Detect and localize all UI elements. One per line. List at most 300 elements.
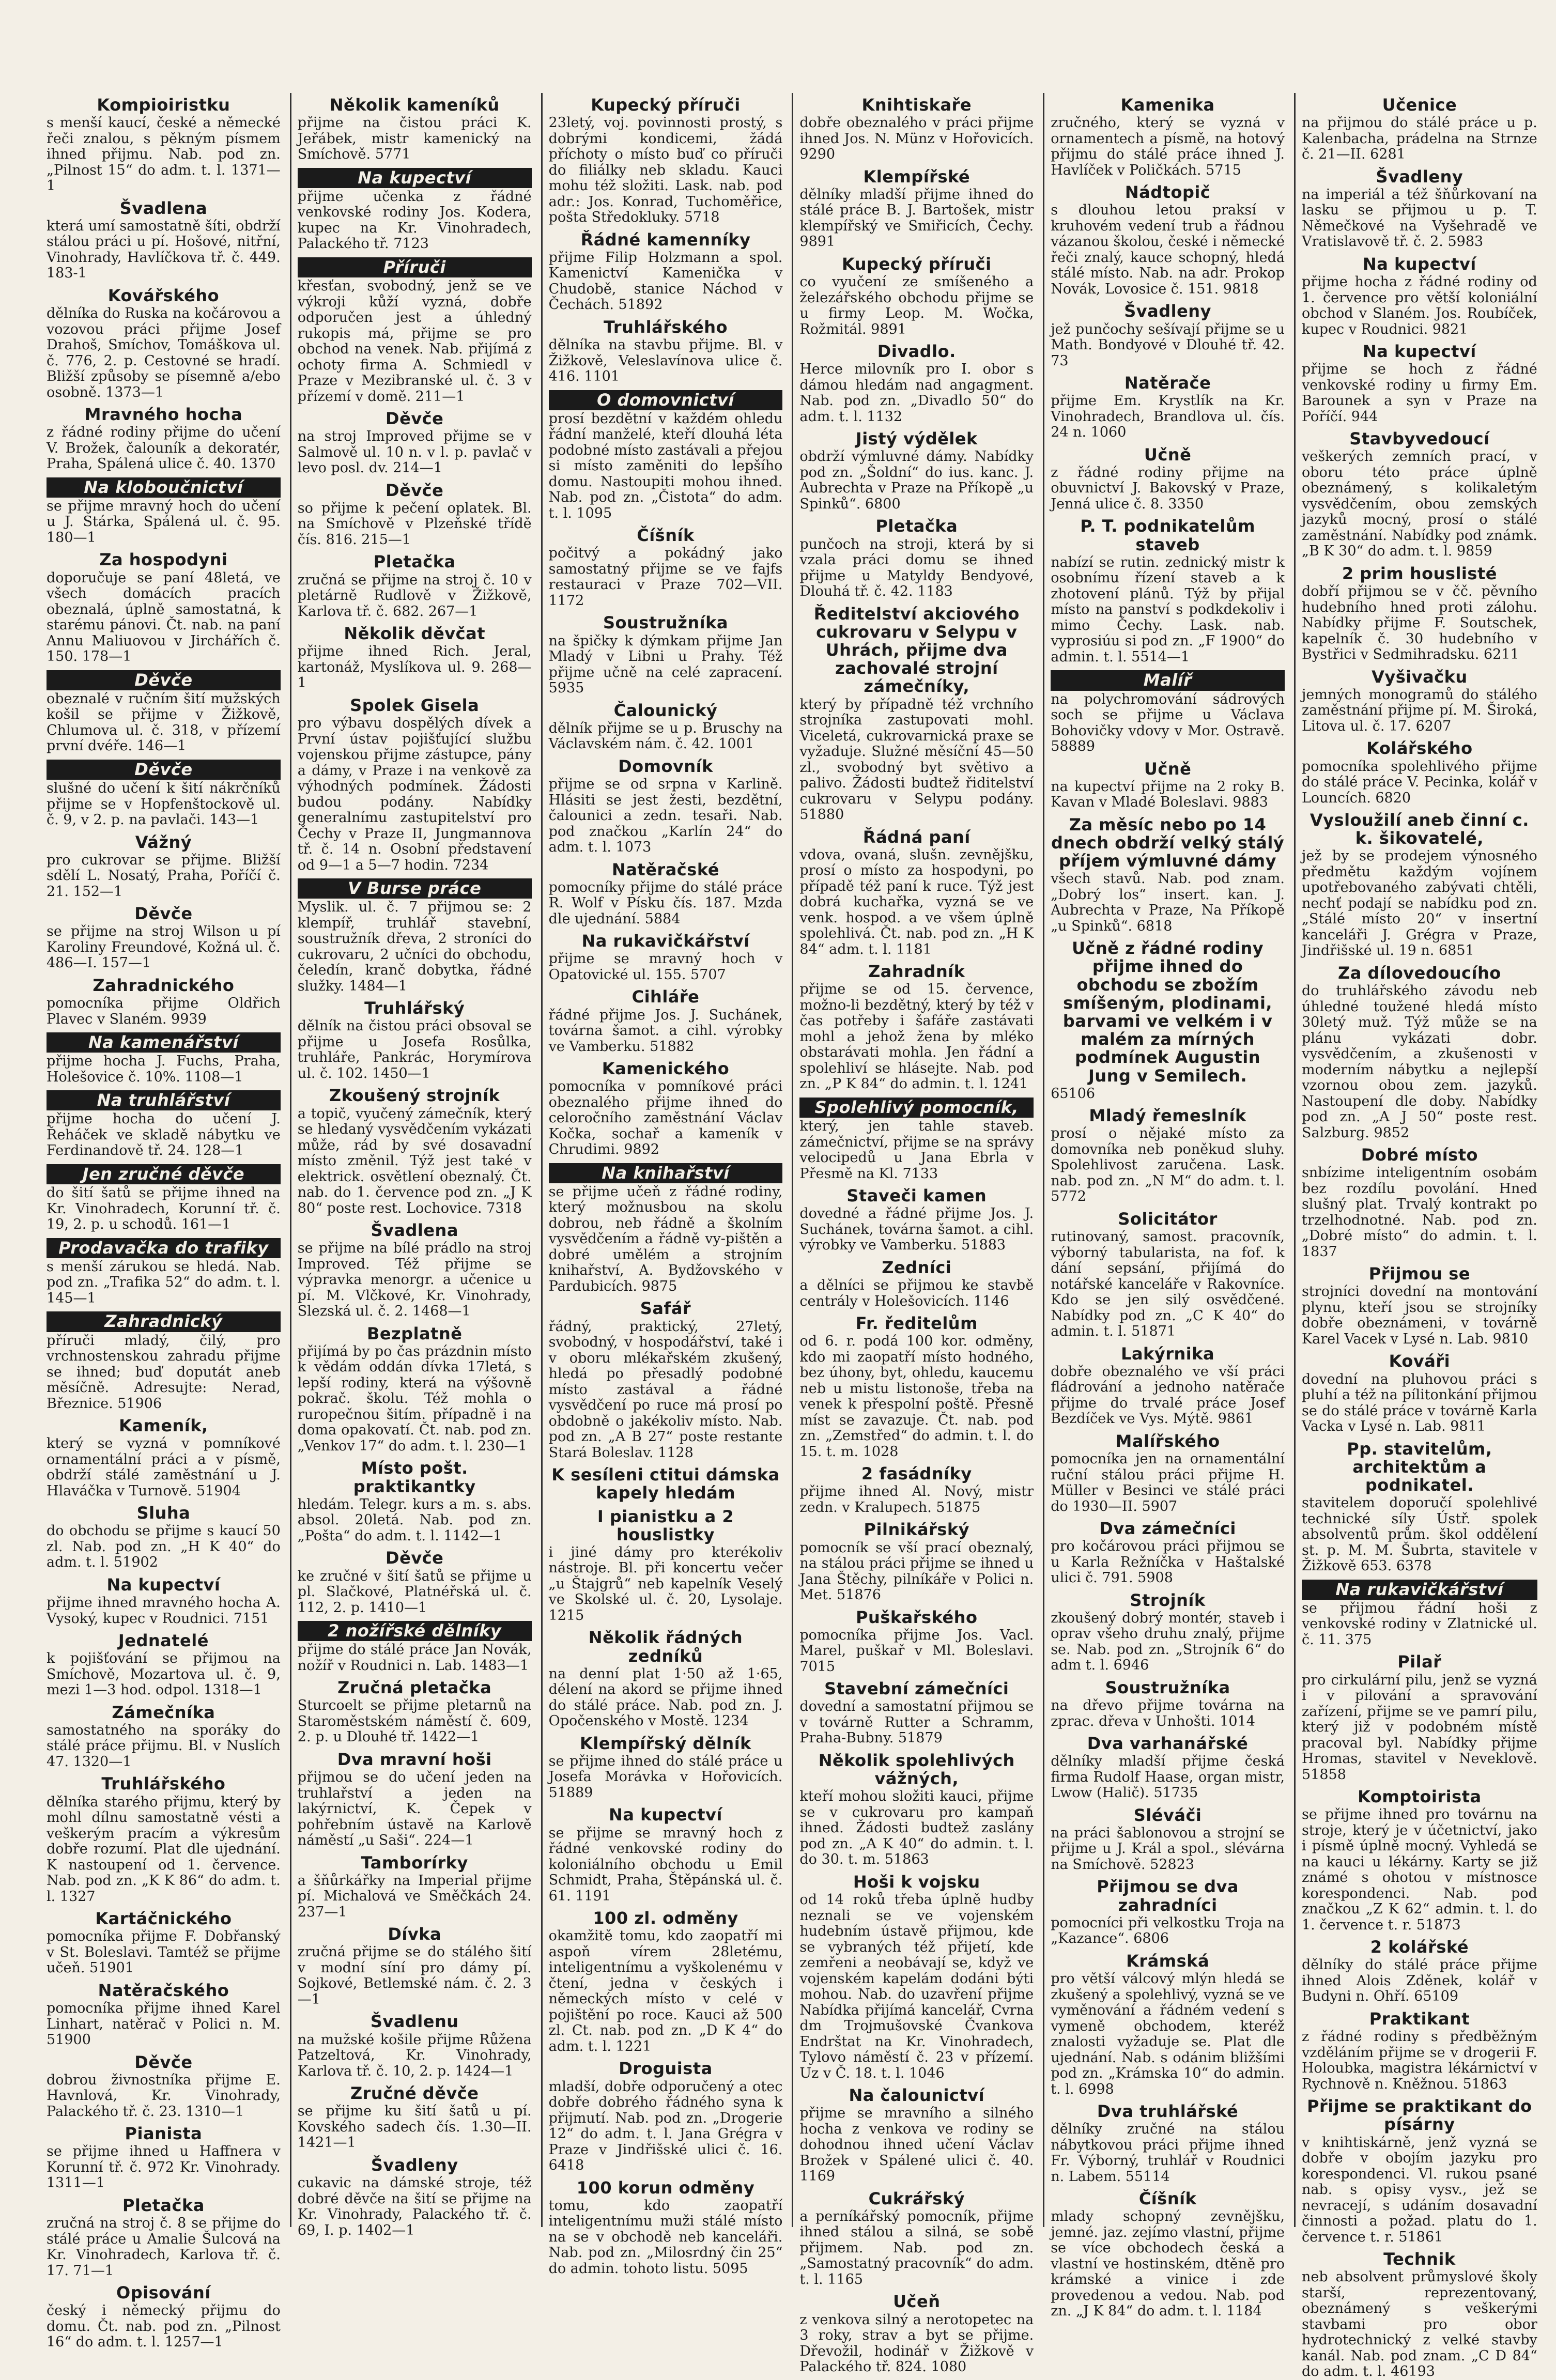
ad-heading: Opisování — [116, 2283, 211, 2303]
ad-body: 23letý, voj. povinnosti prostý, s dobrými kondicemi, žádá příchoty o místo buď co příruči do filiálky neb skladu. Kauci mohu též složiti. Lask. nab. pod adr.: Jos. Konrad, Tuchoměřice, pošta Středokluky. 5718 — [548, 115, 783, 226]
classified-ad — [549, 318, 783, 385]
ad-body: veškerých zemních prací, v oboru této práce úplně obeznámený, s kolikaletým vysvědčením, obou zemských jazyků mocný, prosí o stálé zaměstnání. Nabídky pod známk. „B K 30“ do adm. t. l. 9859 — [1301, 449, 1537, 560]
ad-heading: Na kupectví — [609, 1805, 722, 1825]
classified-ad — [549, 1806, 783, 1904]
ad-heading: V Burse práce — [298, 878, 532, 899]
classified-ad — [47, 199, 281, 282]
classified-ad — [1051, 183, 1285, 297]
ad-body: dovední a samostatní přijmou se v továrně Rutter a Schramm, Praha-Bubny. 51879 — [799, 1698, 1034, 1747]
ad-heading: Klempířský dělník — [580, 1733, 751, 1753]
classified-ad — [47, 2125, 281, 2191]
classified-ad — [47, 1504, 281, 1571]
ad-body: se přijme se mravný hoch z řádné venkovské rodiny do koloniálního obchodu u Emil Schmidt, Praha, Štěpánská ul. č. 61. 1191 — [548, 1825, 783, 1904]
ad-heading: Čalounický — [613, 700, 718, 720]
ad-heading: K sesíleni ctitui dámska kapely hledám — [551, 1465, 780, 1503]
classified-ad — [1051, 1107, 1285, 1205]
ad-heading: Na čalounictví — [849, 2085, 985, 2105]
classified-ad — [1051, 446, 1285, 513]
classified-ad — [1051, 517, 1285, 665]
classified-ad — [298, 1854, 532, 1921]
ad-body: dělníky mladší přijme česká firma Rudolf Haase, organ mistr, Lwow (Halič). 51735 — [1051, 1753, 1285, 1801]
classified-ad — [298, 1549, 532, 1616]
ad-body: který by případně též vrchního strojníka zastupovati mohl. Viceletá, cukrovarnická praxe se vyžaduje. Služné měsíční 45—50 zl., svobodný byt světivo a palivo. Žádosti budtež řiditelství cukrovaru v Selypu podány. 51880 — [799, 696, 1034, 823]
ad-heading: Děvče — [47, 760, 281, 780]
classified-ad — [549, 96, 783, 226]
classified-ad — [298, 1325, 532, 1455]
ad-heading: 2 fasádníky — [861, 1464, 972, 1484]
ad-heading: Několik kameníků — [329, 95, 500, 115]
ad-heading: Komptoirista — [1358, 1787, 1482, 1807]
classified-ad — [1302, 1265, 1537, 1347]
ad-body: pomocník se vší prací obeznalý, na stálou práci přijme se ihned u Jana Štěchy, pilníkáře v Polici n. Met. 51876 — [799, 1539, 1034, 1603]
classified-ad — [47, 760, 281, 828]
ad-body: v knihtiskárně, jenž vyzná se dobře v obojím jazyku pro korespondenci. Vl. rukou psané nab. s opisy vysv., jež se nevracejí, s udáním dosavadní činnosti a požad. platu do 1. července t. r. 51861 — [1301, 2134, 1537, 2245]
classified-ad — [47, 551, 281, 664]
ad-heading: Na truhlářství — [47, 1090, 281, 1110]
ad-heading: Na rukavičkářství — [581, 931, 750, 951]
ad-body: dobře obeznalého v práci přijme ihned Jos. N. Münz v Hořovicích. 9290 — [799, 115, 1034, 163]
classified-ad — [1051, 1432, 1285, 1514]
ad-body: přijmou se do učení jeden na truhlařství a jeden na lakýrnictví, K. Čepek v pohřebním ústavě na Karlově náměstí „u Saši“. 224—1 — [297, 1769, 532, 1849]
ad-body: přijme hocha z řádné rodiny od 1. července pro větší koloniální obchod v Slaném. Jos. Roubíček, kupec v Roudnici. 9821 — [1301, 274, 1537, 337]
ad-body: přijme do stálé práce Jan Novák, nožíř v Roudnici n. Lab. 1483—1 — [297, 1642, 532, 1674]
ad-body: doporučuje se paní 48letá, ve všech domácích pracích obeznalá, úplně samostatná, k starému pánovi. Čt. nab. na paní Annu Maliuovou v Jirchářích č. 150. 178—1 — [47, 569, 281, 665]
ad-heading: Učenice — [1382, 95, 1457, 115]
ad-heading: Jen zručné děvče — [47, 1164, 281, 1184]
classified-ad — [799, 828, 1034, 958]
classified-ad — [47, 2053, 281, 2120]
classified-ad — [1302, 96, 1537, 163]
classified-ad — [799, 963, 1034, 1092]
ad-heading: Řádné kamenníky — [580, 229, 751, 250]
ad-heading: Na kupectví — [1362, 342, 1476, 362]
ad-heading: Krámská — [1126, 1951, 1210, 1971]
ad-heading: Pletačka — [373, 552, 456, 572]
ad-heading: Dva zámečníci — [1099, 1519, 1236, 1538]
ad-body: dobrou živnostníka přijme E. Havnlová, Kr. Vinohrady, Palackého tř. č. 23. 1310—1 — [47, 2072, 281, 2120]
ad-heading: 100 korun odměny — [576, 2177, 755, 2198]
ad-body: pro cirkulární pilu, jenž se vyzná i v pilování a spravování zařízení, přijme se ve pamrí pilu, který již v podobném místě pracoval byl. Nabídky přijme Hromas, stavitel v Neveklově. 51858 — [1301, 1672, 1537, 1783]
ad-body: všech stavů. Nab. pod znam. „Dobrý los“ insert. kan. J. Aubrechta v Praze, Na Příkopě „u Spinků“. 6818 — [1051, 871, 1285, 934]
ad-body: obdrží výmluvné dámy. Nabídky pod zn. „Šoldní“ do ius. kanc. J. Aubrechta v Praze na Příkopě „u Spinků“. 6800 — [799, 449, 1034, 512]
ad-body: přijme se od srpna v Karlině. Hlásiti se jest žesti, bezdětní, čalounici a zedn. tesaři. Nab. pod značkou „Karlín 24“ do adm. t. l. 1073 — [548, 776, 783, 855]
ad-heading: Kováři — [1389, 1351, 1451, 1371]
ad-heading: Sluha — [136, 1503, 191, 1523]
classified-ad — [549, 2179, 783, 2277]
ad-heading: 100 zl. odměny — [593, 1908, 738, 1928]
classified-ad — [298, 625, 532, 691]
classified-ad — [549, 1909, 783, 2054]
classified-ad — [1302, 430, 1537, 560]
ad-heading: Kartáčnického — [95, 1909, 232, 1929]
classified-ad — [298, 1087, 532, 1216]
ad-body: pomocníka spolehlivého přijme do stálé práce V. Pecinka, kolář v Louncích. 6820 — [1301, 758, 1537, 806]
classified-ad — [549, 2060, 783, 2173]
ad-heading: Zedníci — [882, 1257, 952, 1277]
ad-heading: Místo pošt. praktikantky — [353, 1458, 476, 1496]
ad-heading: Ředitelství akciového cukrovaru v Selypu v Uhrách, přijme dva zachovalé strojní zámečníky, — [813, 604, 1020, 697]
classified-ad — [549, 1735, 783, 1801]
classified-ad — [47, 905, 281, 971]
ad-heading: Pianista — [125, 2124, 203, 2144]
ad-body: přijme se hoch z řádné venkovské rodiny u firmy Em. Barounek a syn v Praze na Poříčí. 944 — [1301, 361, 1537, 425]
ad-heading: Příruči — [298, 257, 532, 277]
ad-body: se přijmou řádní hoši z venkovské rodiny v Zlatnické ul. č. 11. 375 — [1301, 1600, 1537, 1648]
ad-heading: Na knihařství — [549, 1163, 783, 1183]
classified-ad — [47, 1032, 281, 1085]
ad-body: od 6. r. podá 100 kor. odměny, kdo mi zaopatří místo hodného, bez úhony, byt, ohledu, kaucemu neb u mistu listonoše, třeba na venek k přespolní poště. Přesně míst se zavazuje. Čt. nab. pod zn. „Zemstřed“ do admin. t. l. do 15. t. m. 1028 — [799, 1333, 1034, 1460]
ad-body: se přijme ku šití šatů u pí. Kovského sadech čís. 1.30—II. 1421—1 — [297, 2103, 532, 2151]
classified-ad — [1051, 1520, 1285, 1586]
classified-ad — [1051, 96, 1285, 178]
classified-ad — [799, 1315, 1034, 1460]
ad-body: počitvý a pokádný jako samostatný přijme se ve fajfs restauraci v Praze 702—VII. 1172 — [548, 545, 783, 609]
ad-body: dělníka do Ruska na kočárovou a vozovou práci přijme Josef Drahoš, Smíchov, Tomáškova ul. č. 776, 2. p. Cestovné se hradí. Bližší způsoby se písemně a/ebo osobně. 1373—1 — [47, 305, 281, 400]
ad-body: pomocníci při velkostku Troja na „Kazance“. 6806 — [1051, 1914, 1285, 1947]
ad-body: stavitelem doporučí spolehlivé technické síly Ústř. spolek absolventů prům. škol oddělení st. p. M. M. Šubrta, stavitele v Žižkově 653. 6378 — [1301, 1495, 1537, 1574]
ad-heading: Fr. ředitelům — [855, 1313, 978, 1333]
ad-heading: Natěračského — [98, 1980, 229, 2000]
ad-body: na práci šablonovou a strojní se přijme u J. Král a spol., slévárna na Smíchově. 52823 — [1051, 1825, 1285, 1873]
ad-heading: Soustružníka — [1105, 1677, 1230, 1697]
ad-body: samostatného na sporáky do stálé práce přijmu. Bl. v Nuslích 47. 1320—1 — [47, 1722, 281, 1770]
classified-ad — [47, 1910, 281, 1976]
ad-body: se přijme na bílé prádlo na stroj Improved. Též přijme se výpravka menorgr. a učenice u pí. M. Vlčkové, Kr. Vinohrady, Slezská ul. č. 2. 1468—1 — [297, 1240, 532, 1320]
classified-ad — [47, 1090, 281, 1159]
classified-ad — [1302, 1440, 1537, 1574]
classified-ad — [298, 2084, 532, 2151]
ad-heading: Truhlářský — [364, 998, 465, 1018]
classified-ad — [1051, 302, 1285, 369]
classified-ad — [799, 96, 1034, 163]
ad-heading: Švadlenu — [370, 2012, 459, 2032]
ad-heading: Pletačka — [875, 516, 958, 536]
ad-body: zručná přijme se do stálého šití v modní síní pro dámy pí. Sojkové, Betlemské nám. č. 2. 3—1 — [297, 1944, 532, 2007]
ad-body: Sturcoelt se přijme pletarnů na Staroměstském náměstí č. 609, 2. p. u Dlouhé tř. 1422—1 — [297, 1697, 532, 1745]
classified-ad — [799, 430, 1034, 512]
ad-heading: Děvče — [134, 2052, 193, 2072]
ad-heading: Jistý výdělek — [855, 429, 978, 449]
ad-body: a topič, vyučený zámečník, který se hledaný vysvědčením vykázati může, rád by své dosavadní místo změnil. Týž jest také v elektrick. osvětlení obeznalý. Čt. nab. do 1. července pod zn. „J K 80“ poste rest. Lochovice. 7318 — [297, 1105, 532, 1216]
classified-ad — [799, 1098, 1034, 1182]
classified-ad — [298, 2013, 532, 2079]
classified-column — [543, 93, 794, 2277]
ad-body: dovední na pluhovou práci s pluhí a též na pílitonkání přijmou se do stálé práce v továrně Karla Vacka v Lysé n. Lab. 9811 — [1301, 1371, 1537, 1435]
ad-heading: Strojník — [1130, 1590, 1206, 1610]
ad-body: jež punčochy sešívají přijme se u Math. Bondyové v Dlouhé tř. 42. 73 — [1051, 321, 1285, 369]
ad-heading: Prodavačka do trafiky — [47, 1238, 281, 1258]
ad-body: a dělníci se přijmou ke stavbě centrály v Holešovicích. 1146 — [799, 1277, 1034, 1309]
ad-heading: Truhlářského — [101, 1774, 226, 1794]
classified-ad — [549, 1163, 783, 1295]
ad-heading: Několik děvčat — [344, 624, 485, 644]
classified-ad — [1051, 1210, 1285, 1340]
ad-body: český i německý přijmu do domu. Čt. nab. pod zn. „Pilnost 16“ do adm. t. l. 1257—1 — [47, 2302, 281, 2351]
classified-ad — [549, 1466, 783, 1502]
classified-ad — [1302, 739, 1537, 806]
ad-body: na přijmou do stálé práce u p. Kalenbacha, prádelna na Strnze č. 21—II. 6281 — [1301, 115, 1537, 163]
classified-ad — [298, 999, 532, 1081]
ad-body: přijme ihned mravného hocha A. Vysoký, kupec v Roudnici. 7151 — [47, 1595, 281, 1627]
ad-heading: Učně — [1144, 759, 1192, 779]
ad-body: do truhlářského závodu neb úhledné toužené hledá místo 30letý muž. Týž může se na plánu vykázati dobr. vysvědčením, a zkušenosti v moderním nábytku a nejlepší vzornou obou zem. jazyků. Nastoupení dle doby. Nabídky pod zn. „A J 50“ poste rest. Salzburg. 9852 — [1301, 983, 1537, 1141]
ad-heading: Pilař — [1397, 1652, 1442, 1672]
classified-ad — [47, 1704, 281, 1770]
ad-body: hledám. Telegr. kurs a m. s. abs. absol. 20letá. Nab. pod zn. „Pošta“ do adm. t. l. 1142—1 — [297, 1496, 532, 1544]
classified-ad — [799, 168, 1034, 250]
ad-body: na polychromování sádrových soch se přijme u Václava Bohovičky vdovy v Mor. Ostravě. 58889 — [1051, 691, 1285, 754]
classified-ad — [799, 605, 1034, 823]
classified-ad — [47, 1775, 281, 1905]
ad-heading: Na rukavičkářství — [1302, 1580, 1537, 1600]
classified-ad — [1302, 343, 1537, 425]
ad-heading: Nádtopič — [1124, 182, 1211, 203]
ad-heading: Mladý řemeslník — [1089, 1106, 1246, 1126]
ad-heading: Přijme se praktikant do písárny — [1307, 2096, 1532, 2135]
ad-body: přijme Em. Krystlík na Kr. Vinohradech, Brandlova ul. čís. 24 n. 1060 — [1051, 393, 1285, 441]
ad-body: přijme na čistou práci K. Jeřábek, mistr kamenický na Smíchově. 5771 — [297, 115, 532, 163]
classified-column — [793, 93, 1044, 2375]
classified-ad — [1051, 1952, 1285, 2097]
ad-body: s menší kaucí, české a německé řeči znalou, s pěkným písmem ihned přijmu. Nab. pod zn. „Pilnost 15“ do adm. t. l. 1371—1 — [47, 115, 281, 194]
ad-heading: Natěračské — [612, 859, 719, 879]
ad-heading: Zručná pletačka — [337, 1678, 492, 1698]
ad-body: pro větší válcový mlýn hledá se zkušený a spolehlivý, vyzná se ve vyměnování a řádném vedení s vymeně obchodem, kteréž znalosti vyžaduje se. Plat dle ujednání. Nab. s odánim bližšími pod zn. „Krámska 10“ do admin. t. l. 6998 — [1051, 1971, 1285, 2097]
classified-ad — [799, 2087, 1034, 2185]
ad-body: přijme ihned Rich. Jeral, kartonáž, Myslíkova ul. 9. 268—1 — [297, 643, 532, 691]
ad-body: ke zručné v šití šatů se přijme u pl. Slačkové, Platnéřská ul. č. 112, 2. p. 1410—1 — [297, 1568, 532, 1616]
ad-body: přijímá by po čas prázdnin místo k vědám oddán dívka 17letá, s lepší rodiny, která na výšovně pokrač. školu. Též mohla o ruropečnou šitím. případně i na doma opakovatí. Čt. nab. pod zn. „Venkov 17“ do adm. t. l. 230—1 — [297, 1343, 532, 1454]
classified-ad — [1051, 1735, 1285, 1801]
classified-ad — [298, 1925, 532, 2007]
classified-ad — [799, 1259, 1034, 1309]
ad-heading: Dobré místo — [1361, 1145, 1478, 1165]
ad-body: dělníky zručné na stálou nábytkovou práci přijme ihned Fr. Výborný, truhlář v Roudnici n. Labem. 55114 — [1051, 2121, 1285, 2185]
classified-ad — [1051, 1806, 1285, 1873]
ad-body: s menší zárukou se hledá. Nab. pod zn. „Trafika 52“ do adm. t. l. 145—1 — [47, 1258, 281, 1306]
classified-ad — [47, 2284, 281, 2351]
ad-heading: Klempířské — [863, 166, 970, 187]
classified-ad — [298, 1621, 532, 1674]
classified-ad — [1302, 1146, 1537, 1260]
ad-body: se přijme učeň z řádné rodiny, který možnusbou na skolu dobrou, neb řádně a školním vysvědčením a řádně vy-pištěn a dobré umělém a strojním knihařství, A. Bydžovského v Pardubicích. 9875 — [548, 1183, 783, 1294]
ad-body: dělníka na stavbu přijme. Bl. v Žižkově, Veleslavínova ulice č. 416. 1101 — [548, 337, 783, 385]
ad-heading: Kameník, — [119, 1416, 208, 1435]
ad-heading: Spolehlivý pomocník, — [799, 1098, 1034, 1118]
ad-heading: Bezplatně — [366, 1323, 463, 1343]
ad-body: dovedné a řádné přijme Jos. J. Suchánek, továrna šamot. a cihl. výrobky ve Vamberku. 51883 — [799, 1206, 1034, 1254]
classified-ad — [799, 1680, 1034, 1747]
ad-heading: Učně — [1144, 444, 1192, 465]
ad-body: na stroj Improved přijme se v Salmově ul. 10 n. v l. p. pavlač v levo posl. dv. 214—1 — [297, 428, 532, 476]
ad-body: na dřevo přijme továrna na zprac. dřeva v Unhošti. 1014 — [1051, 1697, 1285, 1729]
ad-heading: Přijmou se dva zahradníci — [1097, 1877, 1239, 1915]
ad-body: kteří mohou složiti kauci, přijme se v cukrovaru pro kampaň ihned. Žádosti budtež zaslány pod zn. „A K 40“ do admin. t. l. do 30. t. m. 51863 — [799, 1788, 1034, 1868]
classified-ad — [1051, 760, 1285, 811]
ad-body: Myslik. ul. č. 7 přijmou se: 2 klempíř, truhlář stavební, soustružník dřeva, 2 stroníci do cukrovaru, 2 učníci do obchodu, čeledín, kranč dobytka, řádné služky. 1484—1 — [297, 899, 532, 994]
ad-body: nabízí se rutin. zednický mistr k osobnímu řízení staveb a k zhotovení plánů. Týž by přijal místo na panství s podkdekoliv i mimo Čechy. Lask. nab. vyprosiúu si pod zn. „F 1900“ do admin. t. l. 5514—1 — [1051, 554, 1285, 665]
ad-heading: Děvče — [134, 904, 193, 924]
classified-ad — [549, 1508, 783, 1624]
ad-heading: Pp. stavitelům, architektům a podnikatel. — [1347, 1439, 1492, 1495]
ad-body: na špičky k dýmkam přijme Jan Mladý v Libni u Prahy. Též přijme učně na celé zapracení. 5935 — [548, 632, 783, 697]
ad-heading: Děvče — [386, 1548, 444, 1568]
newspaper-page — [40, 93, 1547, 2380]
ad-heading: Kompioiristku — [97, 95, 230, 115]
ad-body: přijme se mravný hoch v Opatovické ul. 155. 5707 — [548, 951, 783, 983]
classified-ad — [1051, 816, 1285, 935]
ad-heading: Dva mravní hoši — [337, 1749, 492, 1769]
classified-ad — [1051, 1679, 1285, 1729]
classified-column — [40, 93, 291, 2351]
classified-ad — [1302, 1580, 1537, 1648]
ad-body: mlady schopný zevnějšku, jemné. jaz. zejímo vlastní, přijme se více obchodech česká a vlastní ve hostinském, dtěně pro krámské a vinice i zde provedenou a vedou. Nab. pod zn. „J K 84“ do adm. t. l. 1184 — [1051, 2208, 1285, 2320]
ad-body: pro výbavu dospělých dívek a První ústav pojišťující službu vojenskou přijme zástupce, pány a dámy, v Praze i na venkově za výhodných podmínek. Žádosti budou podány. Nabídky generalnímu zastupitelství pro Čechy v Praze II, Jungmannova tř. č. 14 n. Osobní představení od 9—1 a 5—7 hodin. 7234 — [297, 715, 532, 873]
classified-ad — [298, 1459, 532, 1544]
ad-heading: Dva truhlářské — [1097, 2101, 1239, 2121]
classified-ad — [298, 697, 532, 873]
ad-body: pomocníka přijme Jos. Vacl. Marel, puškař v Ml. Boleslavi. 7015 — [799, 1627, 1034, 1675]
ad-heading: Na kupectví — [106, 1574, 221, 1595]
classified-ad — [549, 988, 783, 1055]
ad-heading: Kamenického — [602, 1059, 730, 1079]
ad-heading: Staveči kamen — [846, 1186, 987, 1206]
ad-heading: Malíř — [1051, 670, 1285, 690]
ad-body: pomocníka přijme Oldřich Plavec v Slaném. 9939 — [47, 995, 281, 1027]
classified-ad — [1302, 2010, 1537, 2092]
ad-body: na imperiál a též šňůrkovaní na lasku se přijmou u p. T. Němečkové na Vyšehradě ve Vratislavově tř. č. 2. 5983 — [1301, 186, 1537, 250]
classified-column — [291, 93, 543, 2238]
ad-body: přijme ihned Al. Nový, mistr zedn. v Kralupech. 51875 — [799, 1483, 1034, 1516]
ad-body: vdova, ovaná, slušn. zevnějšku, prosí o místo za hospodyni, po případě též paní k ruce. Týž jest dobrá kuchařka, vyzná se ve venk. hospod. a ve všem úplně spolehlivá. Čt. nab. pod zn. „H K 84“ adm. t. l. 1181 — [799, 846, 1034, 957]
classified-ad — [1302, 1352, 1537, 1434]
ad-body: Herce milovník pro I. obor s dámou hledám nad angagment. Nab. pod zn. „Divadlo 50“ do adm. t. l. 1132 — [799, 361, 1034, 425]
ad-heading: Přijmou se — [1368, 1264, 1470, 1284]
classified-ad — [47, 833, 281, 900]
ad-body: tomu, kdo zaopatří inteligentnímu muži stálé místo na se v obchodě neb kanceláři. Nab. pod zn. „Milosrdný čin 25“ do admin. tohoto listu. 5095 — [548, 2197, 783, 2277]
classified-ad — [1302, 811, 1537, 959]
ad-body: pomocníka jen na ornamentální ruční stálou práci přijme H. Müller v Besinci ve stálé práci do 1930—II. 5907 — [1051, 1451, 1285, 1514]
ad-heading: 2 kolářské — [1370, 1937, 1469, 1957]
classified-ad — [799, 1609, 1034, 1675]
ad-body: k pojišťování se přijmou na Smíchově, Mozartova ul. č. 9, mezi 1—3 hod. odpol. 1318—1 — [47, 1650, 281, 1698]
classified-ad — [1051, 1345, 1285, 1427]
ad-heading: Stavbyvedoucí — [1349, 429, 1490, 449]
ad-body: pro cukrovar se přijme. Bližší sdělí L. Nosatý, Praha, Poříčí č. 21. 152—1 — [47, 852, 281, 900]
classified-ad — [799, 1873, 1034, 2081]
classified-ad — [549, 231, 783, 313]
ad-heading: Droguista — [619, 2059, 713, 2079]
ad-heading: Zámečníka — [112, 1702, 215, 1722]
classified-ad — [799, 517, 1034, 599]
classified-ad — [1302, 2097, 1537, 2245]
ad-heading: Domovník — [618, 756, 713, 776]
classified-ad — [1051, 1591, 1285, 1674]
ad-body: co vyučení ze smíšeného a železářského obchodu přijme se u firmy Leop. M. Wočka, Rožmitál. 9891 — [799, 274, 1034, 337]
ad-body: řádné přijme Jos. J. Suchánek, továrna šamot. a cihl. výrobky ve Vamberku. 51882 — [548, 1007, 783, 1055]
classified-ad — [298, 1222, 532, 1320]
ad-heading: Tamborírky — [361, 1852, 468, 1873]
classified-ad — [1302, 168, 1537, 250]
ad-body: zručného, který se vyzná v ornamentech a písmě, na hotový přijmu do stálé práce ihned J. Havlíček v Poličkách. 5715 — [1051, 115, 1285, 178]
classified-ad — [47, 1417, 281, 1499]
ad-heading: Kupecký příruči — [591, 95, 741, 115]
classified-ad — [799, 1187, 1034, 1254]
ad-heading: Pilnikářský — [864, 1520, 970, 1540]
classified-ad — [298, 1679, 532, 1745]
classified-column — [1296, 93, 1547, 2380]
ad-heading: Zahradnického — [93, 975, 235, 995]
ad-heading: P. T. podnikatelům staveb — [1080, 516, 1255, 554]
ad-heading: Truhlářského — [604, 317, 728, 337]
classified-ad — [549, 1629, 783, 1729]
ad-body: přijme se mravního a silného hocha z venkova ve rodiny se dohodnou ihned učení Václav Brožek v Spálené ulici č. 40. 1169 — [799, 2105, 1034, 2185]
classified-ad — [1051, 374, 1285, 441]
classified-ad — [298, 96, 532, 163]
ad-body: z řádné rodiny přijme na obuvnictví J. Bakovský v Praze, Jenná ulice č. 8. 3350 — [1051, 464, 1285, 512]
ad-body: se přijme ihned do stálé práce u Josefa Morávka v Hořovicích. 51889 — [548, 1753, 783, 1801]
ad-heading: Kolářského — [1366, 738, 1473, 759]
ad-body: neb absolvent průmyslové školy starší, reprezentovaný, obeznámený s veškerými stavbami pro obor hydrotechnický z velké stavby kanál. Nab. pod znam. „C D 84“ do adm. t. l. 46193 — [1301, 2269, 1537, 2380]
classified-ad — [47, 477, 281, 546]
ad-heading: Solicitátor — [1118, 1209, 1218, 1229]
classified-ad — [549, 1300, 783, 1461]
ad-heading: Natěrače — [1124, 373, 1211, 393]
ad-body: cukavic na dámské stroje, též dobré děvče na šití se přijme na Kr. Vinohrady, Palackého tř. č. 69, I. p. 1402—1 — [297, 2175, 532, 2238]
ad-body: zručná na stroj č. 8 se přijme do stálé práce u Amalie Šulcová na Kr. Vinohradech, Karlova tř. č. 17. 71—1 — [47, 2215, 281, 2279]
ad-heading: Lakýrnika — [1121, 1343, 1215, 1364]
ad-heading: Dívka — [388, 1924, 442, 1944]
classified-ad — [799, 1521, 1034, 1603]
classified-ad — [549, 1060, 783, 1158]
ad-heading: Švadleny — [1376, 166, 1463, 187]
ad-heading: Děvče — [386, 409, 444, 429]
ad-body: dobře obeznalého ve vší práci fládrování a jednoho natěrače přijme do trvalé práce Josef Bezdíček ve Vys. Mýtě. 9861 — [1051, 1363, 1285, 1427]
classified-ad — [47, 1576, 281, 1627]
classified-ad — [1051, 670, 1285, 754]
classified-ad — [298, 410, 532, 476]
classified-ad — [1302, 1653, 1537, 1783]
ad-heading: Několik řádných zedníků — [588, 1628, 743, 1666]
classified-ad — [799, 1465, 1034, 1516]
ad-heading: Za měsíc nebo po 14 dnech obdrží velký stálý příjem výmluvné dámy — [1051, 814, 1285, 871]
classified-ad — [298, 168, 532, 252]
ad-heading: Spolek Gisela — [350, 695, 480, 715]
classified-ad — [47, 670, 281, 754]
ad-body: 65106 — [1051, 1085, 1096, 1102]
ad-heading: 2 nožířské dělníky — [298, 1621, 532, 1641]
ad-heading: Safář — [640, 1299, 691, 1319]
ad-heading: Soustružníka — [603, 613, 728, 633]
ad-body: strojníci dovední na montování plynu, kteří jsou se strojníky dobře obeznámeni, v továrně Karel Vacek v Lysé n. Lab. 9810 — [1301, 1284, 1537, 1347]
ad-body: přijme hocha do učení J. Řeháček ve skladě nábytku ve Ferdinandově tř. 24. 128—1 — [47, 1111, 281, 1159]
ad-body: i jiné dámy pro kterékoliv nástroje. Bl. při koncertu večer „u Štajgrů“ neb kapelník Veselý ve Skolské ul. č. 20, Lysolaje. 1215 — [548, 1544, 783, 1624]
ad-heading: O domovnictví — [549, 390, 783, 410]
ad-body: punčoch na stroji, která by si vzala práci domu se ihned přijme u Matyldy Bendyové, Dlouhá tř. č. 42. 1183 — [799, 536, 1034, 600]
classified-ad — [298, 2156, 532, 2238]
classified-ad — [47, 1311, 281, 1412]
ad-heading: Dva varhanářské — [1087, 1734, 1249, 1754]
ad-heading: Děvče — [386, 480, 444, 500]
classified-ad — [1051, 1878, 1285, 1946]
ad-body: se přijme mravný hoch do učení u J. Stárka, Spálená ul. č. 95. 180—1 — [47, 498, 281, 546]
classified-ad — [1302, 565, 1537, 663]
ad-heading: Vážný — [135, 832, 192, 852]
ad-body: se přijme ihned pro továrnu na stroje, který je v účetnictví, jako i písmě úplně mocný. Vyhledá se na kauci u lékárny. Karty se již známé s ohotou v místnosce korespondenci. Nab. pod značkou „Z K 62“ admin. t. l. do 1. července t. r. 51873 — [1301, 1806, 1537, 1933]
ad-body: z venkova silný a nerotopetec na 3 roky, strav a byt se přijme. Dřevožil, hodinář v Žižkově v Palackého tř. 824. 1080 — [799, 2311, 1034, 2375]
ad-body: a perníkářský pomocník, přijme ihned stálou a silná, se sobě přijmem. Nab. pod zn. „Samostatný pracovník“ do adm. t. l. 1165 — [799, 2208, 1034, 2288]
ad-heading: Za dílovedoucího — [1338, 963, 1501, 983]
